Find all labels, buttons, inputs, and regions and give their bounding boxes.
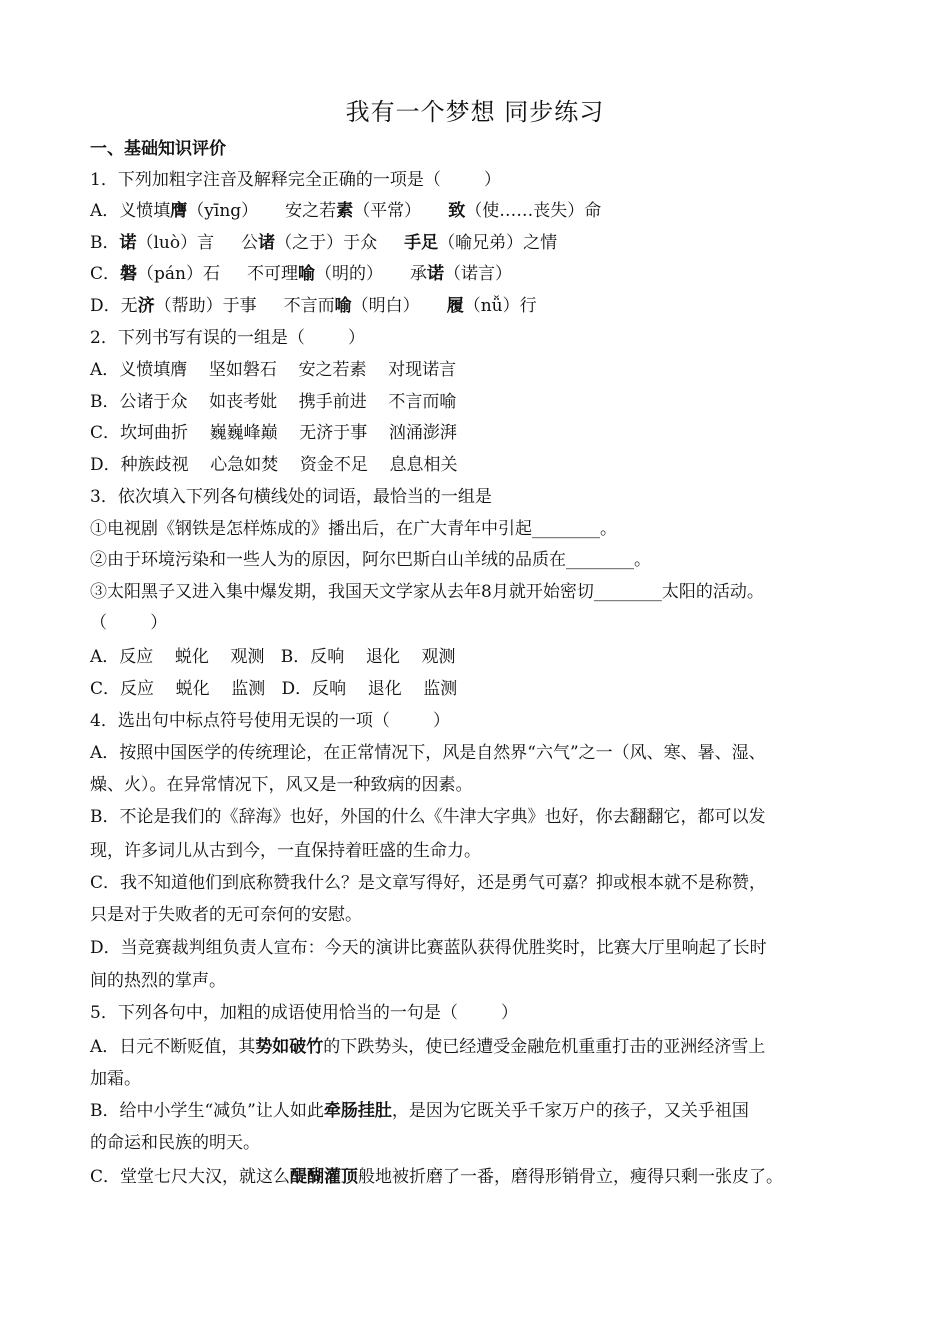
text-run: D．无 [90, 296, 138, 316]
text-run: C． [90, 264, 121, 284]
text-run: （明白） [351, 296, 447, 316]
bold-term: 济 [137, 296, 155, 316]
text-line: A．义愤填膺 坚如磐石 安之若素 对现诺言 [90, 360, 457, 380]
text-line [90, 1035, 765, 1059]
bold-term: 磐 [120, 264, 138, 284]
text-line: 3．依次填入下列各句横线处的词语，最恰当的一组是 [90, 487, 492, 507]
text-line: 1．下列加粗字注音及解释完全正确的一项是（ ） [90, 170, 502, 190]
text-line [90, 294, 537, 318]
text-line: B．不论是我们的《辞海》也好，外国的什么《牛津大字典》也好，你去翻翻它，都可以发 [90, 807, 766, 827]
text-line [90, 231, 557, 255]
text-line: 现，许多词儿从古到今，一直保持着旺盛的生命力。 [90, 841, 481, 861]
text-run: 的下跌势头，使已经遭受金融危机重重打击的亚洲经济雪上 [323, 1037, 766, 1057]
text-line [90, 199, 601, 223]
text-run: （诺言） [444, 264, 513, 284]
text-line: D．当竞赛裁判组负责人宣布：今天的演讲比赛蓝队获得优胜奖时，比赛大厅里响起了长时 [90, 938, 767, 958]
text-line: A．按照中国医学的传统理论，在正常情况下，风是自然界“六气”之一（风、寒、暑、湿、 [90, 743, 766, 763]
text-run: （明的） 承 [315, 264, 428, 284]
text-run: （nǚ）行 [463, 296, 537, 316]
text-run: （pán）石 不可理 [137, 264, 299, 284]
text-run: A．日元不断贬值，其 [90, 1037, 256, 1057]
bold-term: 喻 [334, 296, 352, 316]
text-run: C．堂堂七尺大汉，就这么 [90, 1167, 291, 1187]
text-line: ①电视剧《钢铁是怎样炼成的》播出后，在广大青年中引起________。 [90, 519, 617, 539]
text-line [90, 1099, 749, 1123]
text-run: （使……丧失）命 [465, 201, 602, 221]
text-run: （luò）言 公 [136, 233, 259, 253]
bold-term: 致 [448, 201, 466, 221]
bold-term: 素 [336, 201, 354, 221]
text-line: C．反应 蜕化 监测 D．反响 退化 监测 [90, 679, 458, 699]
text-run: ，是因为它既关乎千家万户的孩子，又关乎祖国 [391, 1101, 749, 1121]
text-line: 加霜。 [90, 1069, 141, 1089]
bold-term: 醍醐灌顶 [290, 1167, 359, 1187]
text-line: D．种族歧视 心急如焚 资金不足 息息相关 [90, 455, 458, 475]
bold-term: 诺 [427, 264, 445, 284]
text-line: 的命运和民族的明天。 [90, 1133, 260, 1153]
text-line: 5．下列各句中，加粗的成语使用恰当的一句是（ ） [90, 1003, 519, 1023]
bold-term: 诺 [119, 233, 137, 253]
text-line: 2．下列书写有误的一组是（ ） [90, 328, 366, 348]
text-line: 只是对于失败者的无可奈何的安慰。 [90, 905, 362, 925]
text-line [90, 1165, 783, 1189]
text-run: 般地被折磨了一番，磨得形销骨立，瘦得只剩一张皮了。 [358, 1167, 784, 1187]
text-line: A．反应 蜕化 观测 B．反响 退化 观测 [90, 647, 456, 667]
text-run: （yīng） 安之若 [187, 201, 337, 221]
text-line: C．坎坷曲折 巍巍峰巅 无济于事 汹涌澎湃 [90, 423, 457, 443]
text-run: A．义愤填 [90, 201, 171, 221]
page-title: 我有一个梦想 同步练习 [345, 98, 605, 126]
text-line [90, 262, 512, 286]
bold-term: 手足 [404, 233, 439, 253]
text-line: ③太阳黑子又进入集中爆发期，我国天文学家从去年8月就开始密切________太阳的活动。 [90, 582, 764, 602]
bold-term: 喻 [298, 264, 316, 284]
text-line: （ ） [90, 613, 168, 633]
bold-term: 势如破竹 [255, 1037, 324, 1057]
section-heading: 一、基础知识评价 [90, 139, 226, 159]
text-run: （之于）于众 [275, 233, 405, 253]
text-run: （平常） [353, 201, 449, 221]
text-line: C．我不知道他们到底称赞我什么？是文章写得好，还是勇气可嘉？抑或根本就不是称赞， [90, 873, 767, 893]
bold-term: 履 [446, 296, 464, 316]
text-run: B．给中小学生“减负”让人如此 [90, 1101, 324, 1121]
bold-term: 牵肠挂肚 [323, 1101, 392, 1121]
text-line: B．公诸于众 如丧考妣 携手前进 不言而喻 [90, 392, 457, 412]
text-line: 4．选出句中标点符号使用无误的一项（ ） [90, 711, 451, 731]
bold-term: 诸 [258, 233, 276, 253]
bold-term: 膺 [170, 201, 188, 221]
text-run: B． [90, 233, 120, 253]
text-line: 间的热烈的掌声。 [90, 971, 226, 991]
text-line: 燥、火）。在异常情况下，风又是一种致病的因素。 [90, 775, 473, 795]
text-run: （喻兄弟）之情 [438, 233, 558, 253]
text-line: ②由于环境污染和一些人为的原因，阿尔巴斯白山羊绒的品质在________。 [90, 550, 651, 570]
text-run: （帮助）于事 不言而 [154, 296, 335, 316]
